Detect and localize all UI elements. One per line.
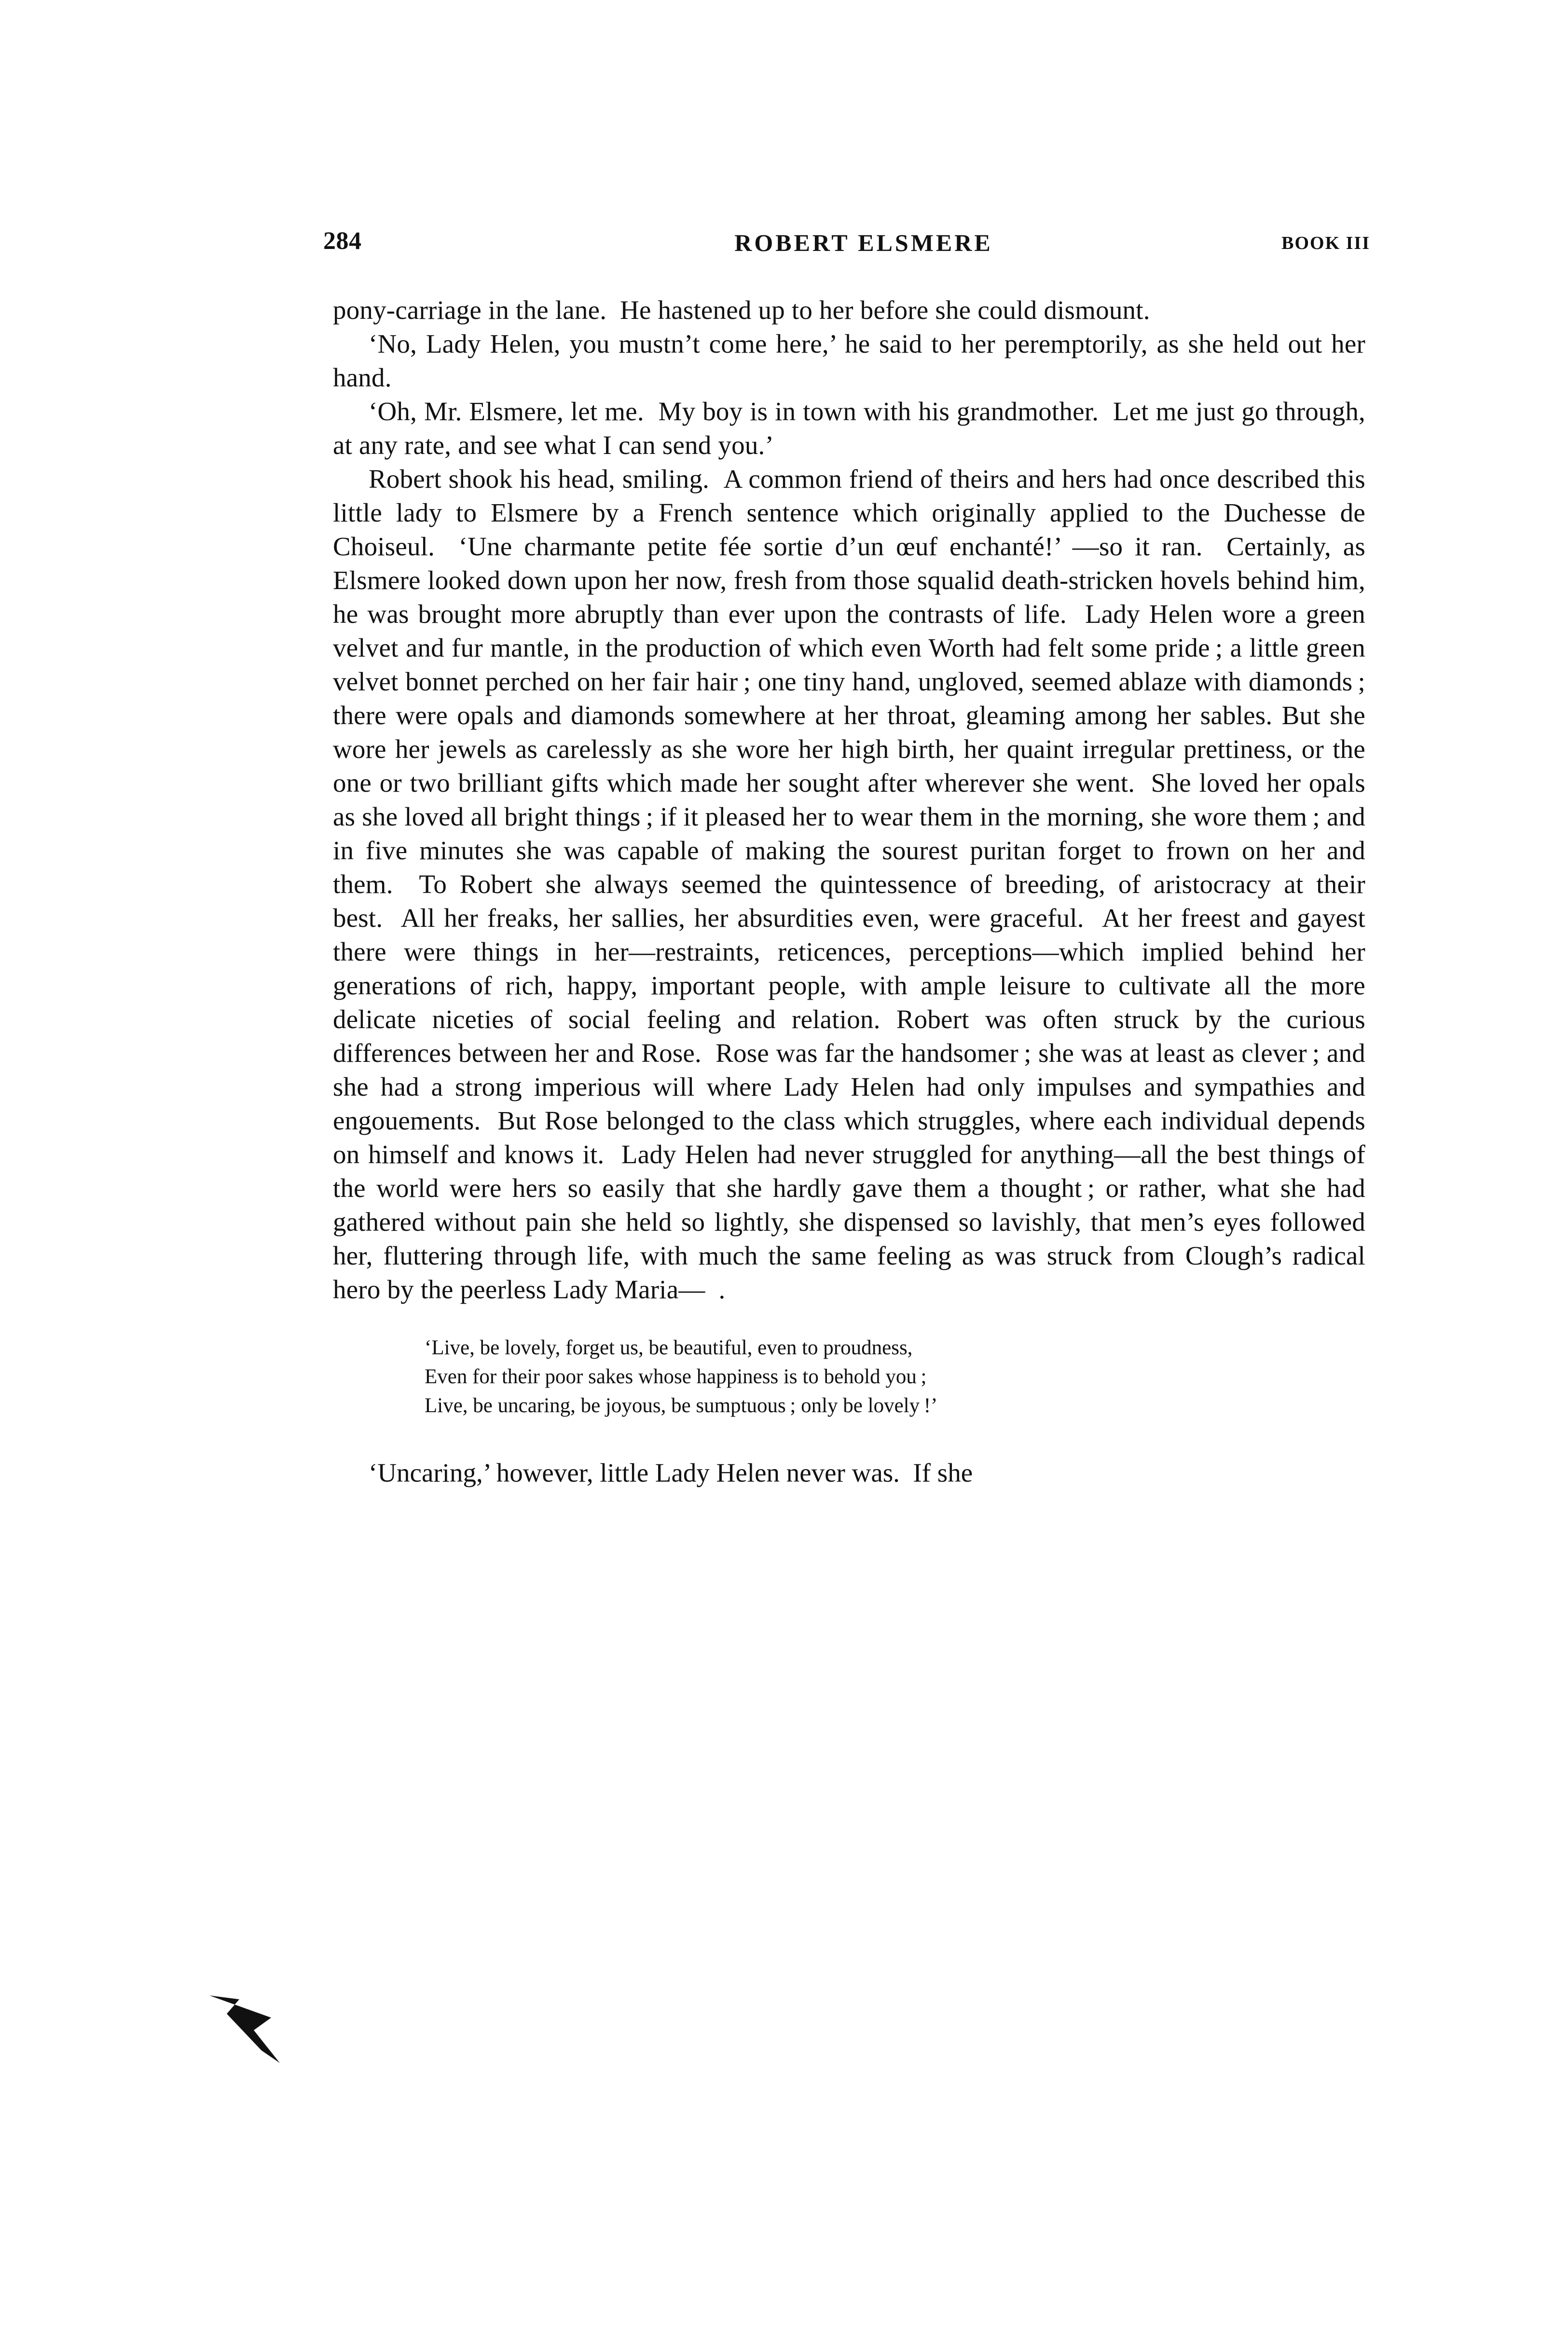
scan-artifact-icon xyxy=(207,1993,299,2065)
page-content xyxy=(323,227,1370,1490)
verse-line-1: ‘Live, be lovely, forget us, be beautiful, even to proudness, xyxy=(425,1336,913,1359)
paragraph-2: ‘No, Lady Helen, you mustn’t come here,’ he said to her peremptorily, as she held out her hand. xyxy=(333,329,1365,392)
closing-paragraph: ‘Uncaring,’ however, little Lady Helen never was. If she xyxy=(369,1458,973,1487)
running-title: ROBERT ELSMERE xyxy=(734,229,993,256)
verse-line-3: Live, be uncaring, be joyous, be sumptuous ; only be lovely !’ xyxy=(425,1394,938,1417)
paragraph-3: ‘Oh, Mr. Elsmere, let me. My boy is in town with his grandmother. Let me just go through, at any rate, and see what I can send you.’ xyxy=(333,397,1365,460)
verse-block xyxy=(333,1334,1365,1420)
paragraph-4: Robert shook his head, smiling. A common friend of theirs and hers had once described this little lady to Elsmere by a French sentence which originally applied to the Duchesse de Choiseul. ‘Une charmante petite fée sortie d’un œuf enchanté!’ —so it ran. Certainly, as Elsmere looked down upon her now, fresh from those squalid death-stricken hovels behind him, he was brought more abruptly than ever upon the contrasts of life. Lady Helen wore a green velvet and fur mantle, in the production of which even Worth had felt some pride ; a little green velvet bonnet perched on her fair hair ; one tiny hand, ungloved, seemed ablaze with diamonds ; there were opals and diamonds somewhere at her throat, gleaming among her sables. But she wore her jewels as carelessly as she wore her high birth, her quaint irregular prettiness, or the one or two brilliant gifts which made her sought after wherever she went. She loved her opals as she loved all bright things ; if it pleased her to wear them in the morning, she wore them ; and in five minutes she was capable of making the sourest puritan forget to frown on her and them. To Robert she always seemed the quintessence of breeding, of aristocracy at their best. All her freaks, her sallies, her absurdities even, were graceful. At her freest and gayest there were things in her—restraints, reticences, perceptions—which implied behind her generations of rich, happy, important people, with ample leisure to cultivate all the more delicate niceties of social feeling and relation. Robert was often struck by the curious differences between her and Rose. Rose was far the handsomer ; she was at least as clever ; and she had a strong imperious will where Lady Helen had only impulses and sympathies and engouements. But Rose belonged to the class which struggles, where each individual depends on himself and knows it. Lady Helen had never struggled for anything—all the best things of the world were hers so easily that she hardly gave them a thought ; or rather, what she had gathered without pain she held so lightly, she dispensed so lavishly, that men’s eyes followed her, fluttering through life, with much the same feeling as was struck from Clough’s radical hero by the peerless Lady Maria— . xyxy=(333,464,1365,1304)
verse-line-2: Even for their poor sakes whose happiness is to behold you ; xyxy=(425,1365,927,1388)
book-reference: BOOK III xyxy=(1281,233,1370,253)
page-number: 284 xyxy=(323,227,362,255)
running-head xyxy=(323,227,1370,265)
paragraph-1: pony-carriage in the lane. He hastened up to her before she could dismount. xyxy=(333,295,1150,325)
